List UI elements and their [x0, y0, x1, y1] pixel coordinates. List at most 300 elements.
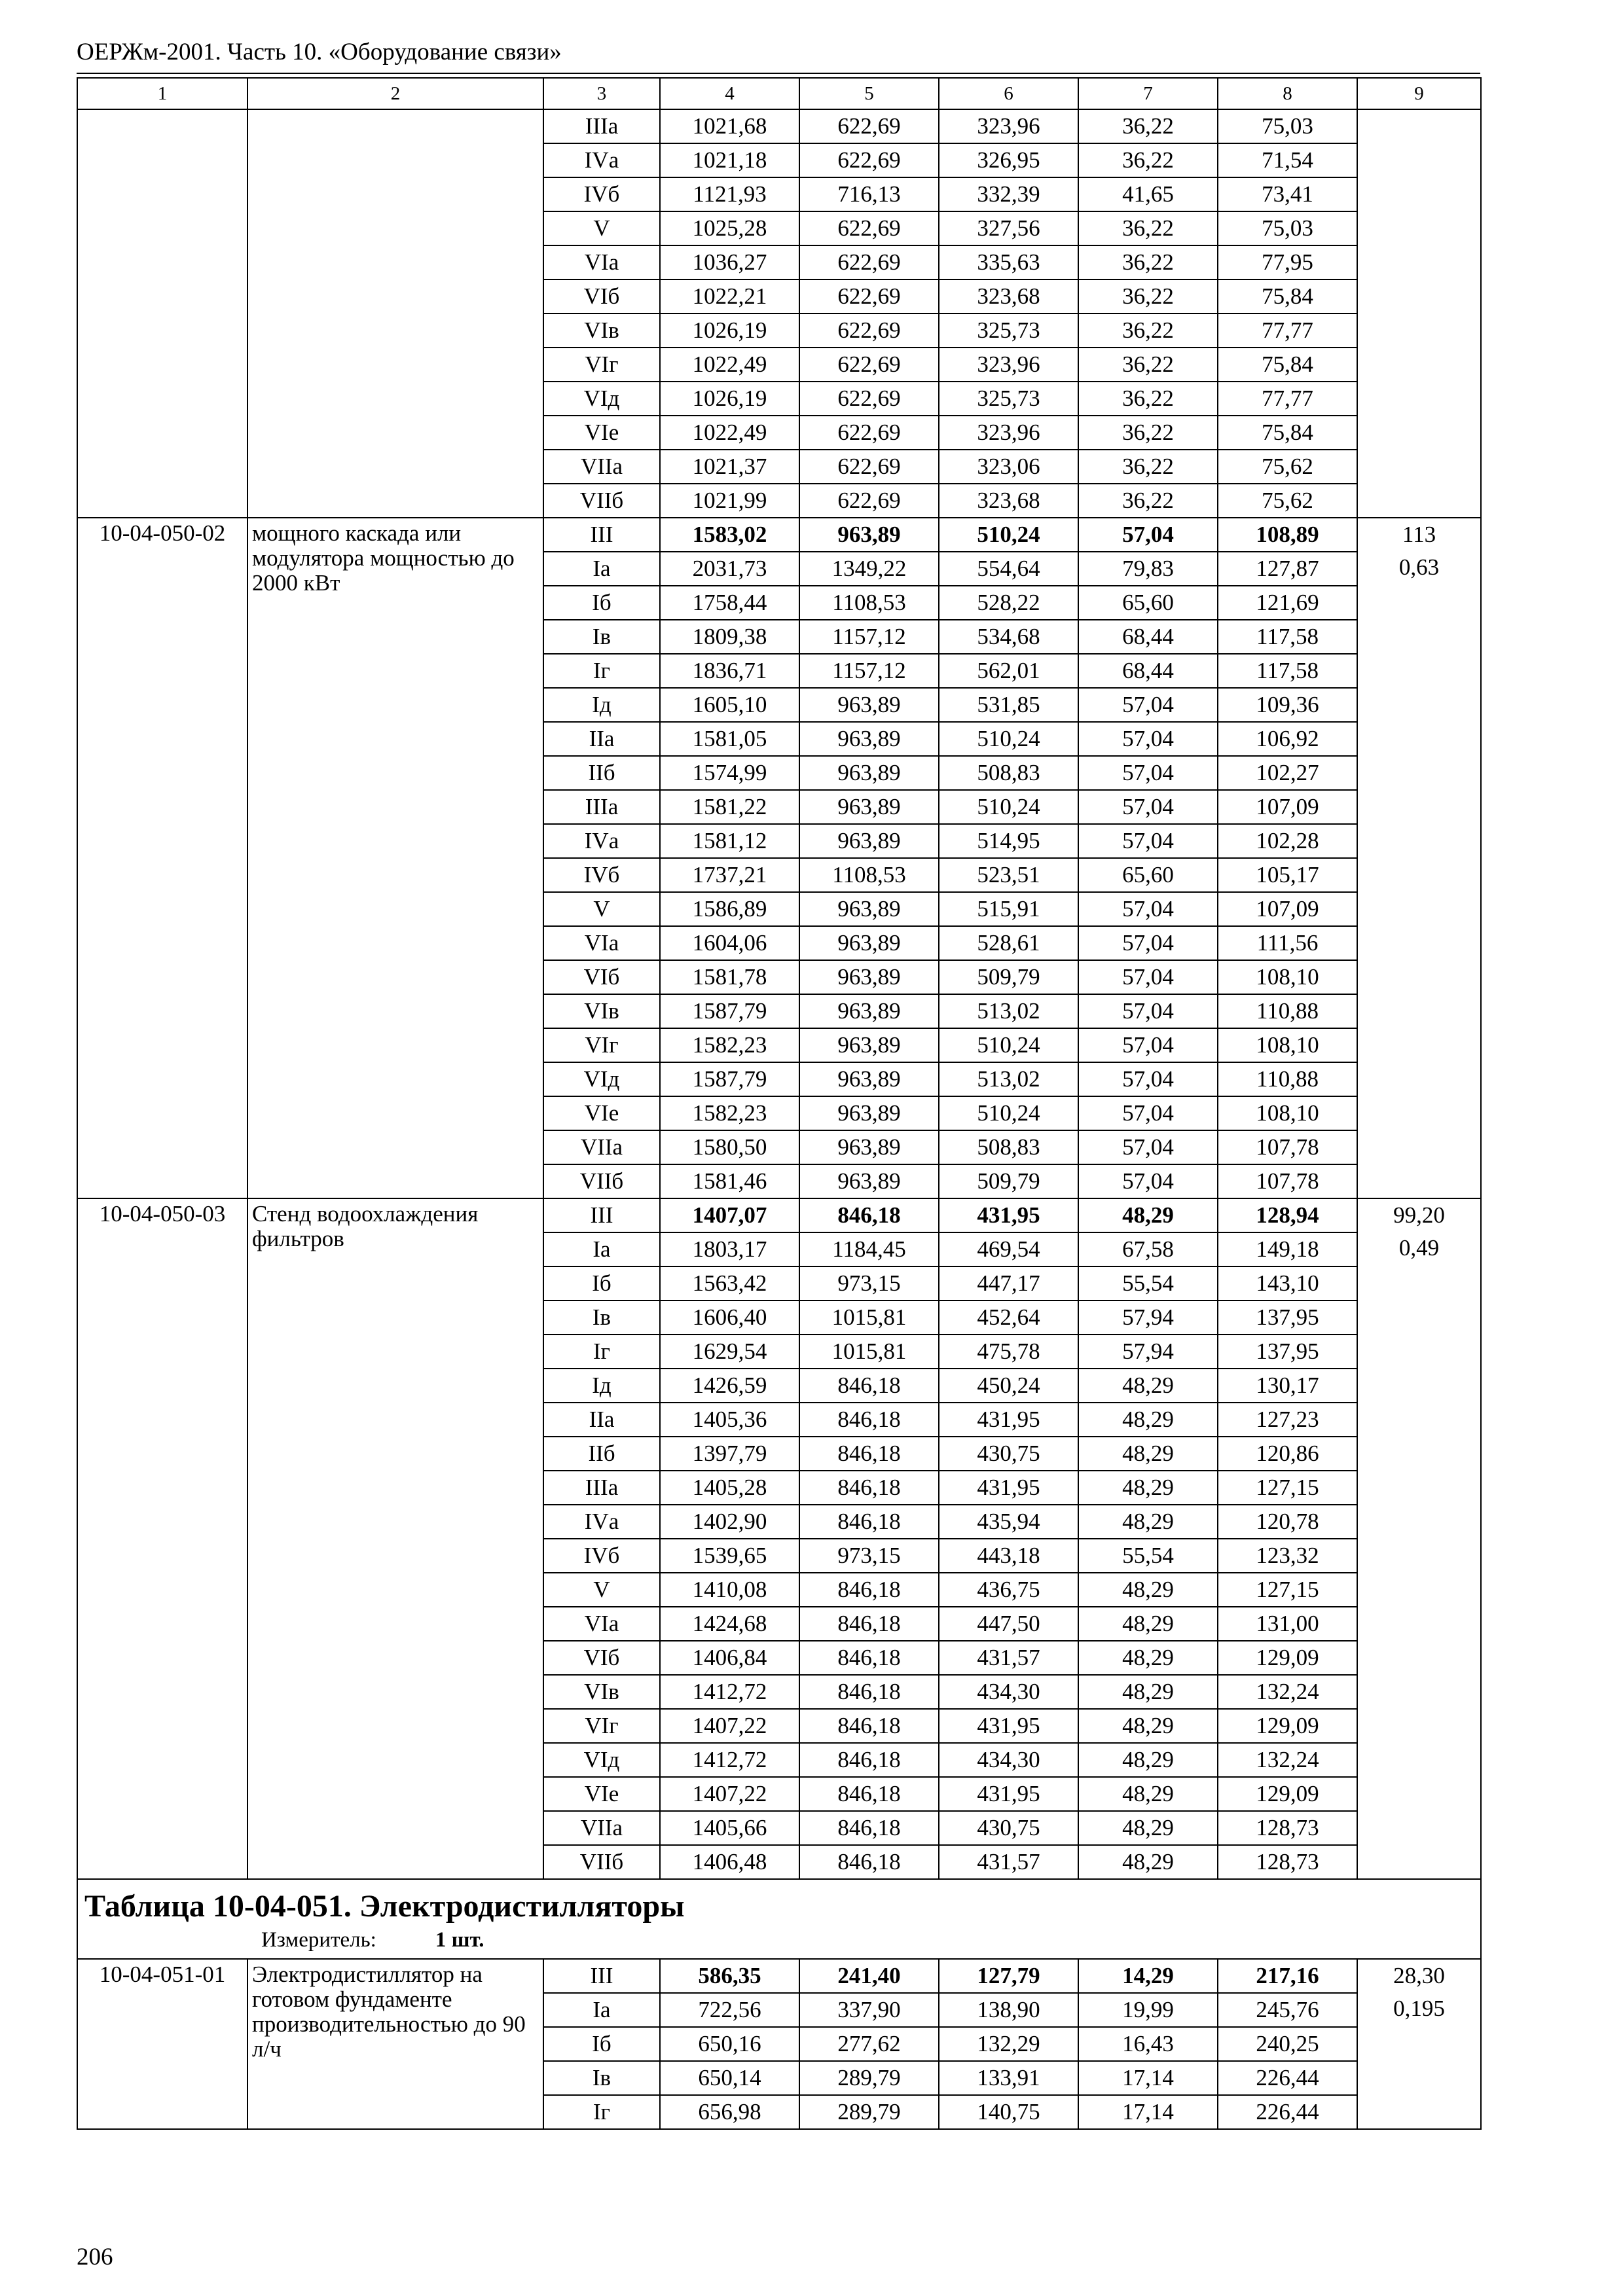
value-cell: 129,09 [1218, 1641, 1357, 1675]
value-cell: 431,95 [939, 1403, 1078, 1437]
value-cell: 1581,05 [660, 722, 799, 756]
value-cell: 510,24 [939, 722, 1078, 756]
value-cell: 57,04 [1078, 756, 1218, 790]
value-cell: 846,18 [799, 1198, 939, 1232]
zone-cell: Iг [543, 654, 660, 688]
column-number: 8 [1218, 78, 1357, 109]
zone-cell: VIIа [543, 450, 660, 484]
value-cell: 1424,68 [660, 1607, 799, 1641]
zone-cell: VIг [543, 1028, 660, 1062]
value-cell: 71,54 [1218, 143, 1357, 177]
table-row [77, 1198, 1481, 1232]
value-cell: 57,04 [1078, 926, 1218, 960]
value-cell: 1026,19 [660, 314, 799, 348]
zone-cell: IVа [543, 143, 660, 177]
value-cell: 323,68 [939, 484, 1078, 518]
col9-value: 28,30 [1393, 1963, 1445, 1988]
value-cell: 431,95 [939, 1471, 1078, 1505]
value-cell: 508,83 [939, 1130, 1078, 1164]
value-cell: 67,58 [1078, 1232, 1218, 1266]
value-cell: 133,91 [939, 2061, 1078, 2095]
value-cell: 36,22 [1078, 279, 1218, 314]
value-cell: 217,16 [1218, 1959, 1357, 1993]
value-cell: 514,95 [939, 824, 1078, 858]
value-cell: 108,10 [1218, 1028, 1357, 1062]
value-cell: 1426,59 [660, 1369, 799, 1403]
value-cell: 1121,93 [660, 177, 799, 211]
value-cell: 105,17 [1218, 858, 1357, 892]
value-cell: 107,09 [1218, 892, 1357, 926]
value-cell: 325,73 [939, 382, 1078, 416]
value-cell: 531,85 [939, 688, 1078, 722]
value-cell: 289,79 [799, 2061, 939, 2095]
zone-cell: VIб [543, 1641, 660, 1675]
column-number: 2 [247, 78, 543, 109]
value-cell: 431,57 [939, 1641, 1078, 1675]
value-cell: 123,32 [1218, 1539, 1357, 1573]
value-cell: 240,25 [1218, 2027, 1357, 2061]
value-cell: 48,29 [1078, 1743, 1218, 1777]
value-cell: 57,04 [1078, 518, 1218, 552]
value-cell: 36,22 [1078, 211, 1218, 245]
column-number: 4 [660, 78, 799, 109]
value-cell: 57,04 [1078, 1130, 1218, 1164]
value-cell: 447,17 [939, 1266, 1078, 1300]
value-cell: 110,88 [1218, 994, 1357, 1028]
value-cell: 431,57 [939, 1845, 1078, 1879]
column-number: 7 [1078, 78, 1218, 109]
value-cell: 846,18 [799, 1505, 939, 1539]
value-cell: 57,04 [1078, 824, 1218, 858]
value-cell: 622,69 [799, 245, 939, 279]
value-cell: 1184,45 [799, 1232, 939, 1266]
name-cell [247, 109, 543, 518]
zone-cell: IVб [543, 858, 660, 892]
zone-cell: VIг [543, 348, 660, 382]
value-cell: 107,09 [1218, 790, 1357, 824]
value-cell: 57,04 [1078, 722, 1218, 756]
zone-cell: VIд [543, 1062, 660, 1096]
table-row [77, 518, 1481, 552]
code-cell: 10-04-050-02 [77, 518, 247, 1198]
value-cell: 48,29 [1078, 1811, 1218, 1845]
zone-cell: Iа [543, 1993, 660, 2027]
value-cell: 963,89 [799, 994, 939, 1028]
section-title-cell [77, 1879, 1481, 1959]
value-cell: 450,24 [939, 1369, 1078, 1403]
value-cell: 1629,54 [660, 1335, 799, 1369]
value-cell: 75,03 [1218, 211, 1357, 245]
value-cell: 1402,90 [660, 1505, 799, 1539]
value-cell: 963,89 [799, 1130, 939, 1164]
zone-cell: Iв [543, 1300, 660, 1335]
value-cell: 68,44 [1078, 654, 1218, 688]
value-cell: 1406,84 [660, 1641, 799, 1675]
value-cell: 622,69 [799, 109, 939, 143]
value-cell: 323,96 [939, 348, 1078, 382]
value-cell: 1407,22 [660, 1777, 799, 1811]
value-cell: 120,86 [1218, 1437, 1357, 1471]
value-cell: 1405,66 [660, 1811, 799, 1845]
value-cell: 509,79 [939, 960, 1078, 994]
value-cell: 963,89 [799, 790, 939, 824]
value-cell: 36,22 [1078, 348, 1218, 382]
col9-value: 0,63 [1398, 554, 1440, 580]
zone-cell: VIIа [543, 1811, 660, 1845]
value-cell: 57,04 [1078, 994, 1218, 1028]
value-cell: 75,62 [1218, 484, 1357, 518]
value-cell: 1406,48 [660, 1845, 799, 1879]
value-cell: 277,62 [799, 2027, 939, 2061]
value-cell: 1587,79 [660, 994, 799, 1028]
zone-cell: IIIа [543, 1471, 660, 1505]
value-cell: 332,39 [939, 177, 1078, 211]
value-cell: 137,95 [1218, 1335, 1357, 1369]
column-number: 5 [799, 78, 939, 109]
zone-cell: IVа [543, 1505, 660, 1539]
value-cell: 515,91 [939, 892, 1078, 926]
value-cell: 149,18 [1218, 1232, 1357, 1266]
code-cell [77, 109, 247, 518]
zone-cell: Iд [543, 688, 660, 722]
value-cell: 55,54 [1078, 1266, 1218, 1300]
value-cell: 323,96 [939, 416, 1078, 450]
value-cell: 326,95 [939, 143, 1078, 177]
value-cell: 121,69 [1218, 586, 1357, 620]
value-cell: 1582,23 [660, 1096, 799, 1130]
zone-cell: VIд [543, 382, 660, 416]
value-cell: 48,29 [1078, 1403, 1218, 1437]
value-cell: 36,22 [1078, 245, 1218, 279]
value-cell: 48,29 [1078, 1777, 1218, 1811]
zone-cell: VIг [543, 1709, 660, 1743]
value-cell: 554,64 [939, 552, 1078, 586]
value-cell: 1758,44 [660, 586, 799, 620]
value-cell: 107,78 [1218, 1164, 1357, 1198]
value-cell: 57,04 [1078, 1028, 1218, 1062]
zone-cell: VIIа [543, 1130, 660, 1164]
zone-cell: V [543, 892, 660, 926]
name-cell: Стенд водоохлаждения фильтров [247, 1198, 543, 1879]
value-cell: 1583,02 [660, 518, 799, 552]
value-cell: 57,04 [1078, 688, 1218, 722]
value-cell: 41,65 [1078, 177, 1218, 211]
value-cell: 132,29 [939, 2027, 1078, 2061]
value-cell: 335,63 [939, 245, 1078, 279]
value-cell: 57,04 [1078, 790, 1218, 824]
value-cell: 431,95 [939, 1777, 1078, 1811]
value-cell: 622,69 [799, 382, 939, 416]
value-cell: 1397,79 [660, 1437, 799, 1471]
zone-cell: Iд [543, 1369, 660, 1403]
zone-cell: III [543, 1198, 660, 1232]
value-cell: 846,18 [799, 1369, 939, 1403]
value-cell: 622,69 [799, 211, 939, 245]
value-cell: 846,18 [799, 1709, 939, 1743]
value-cell: 513,02 [939, 1062, 1078, 1096]
value-cell: 963,89 [799, 1164, 939, 1198]
value-cell: 436,75 [939, 1573, 1078, 1607]
col9-cell [1357, 518, 1481, 1198]
value-cell: 327,56 [939, 211, 1078, 245]
value-cell: 36,22 [1078, 484, 1218, 518]
value-cell: 14,29 [1078, 1959, 1218, 1993]
zone-cell: IIб [543, 756, 660, 790]
value-cell: 102,27 [1218, 756, 1357, 790]
value-cell: 75,84 [1218, 348, 1357, 382]
col9-value: 113 [1402, 522, 1436, 547]
value-cell: 963,89 [799, 688, 939, 722]
value-cell: 127,87 [1218, 552, 1357, 586]
zone-cell: VIв [543, 994, 660, 1028]
value-cell: 963,89 [799, 722, 939, 756]
value-cell: 108,10 [1218, 1096, 1357, 1130]
value-cell: 226,44 [1218, 2095, 1357, 2129]
value-cell: 1586,89 [660, 892, 799, 926]
value-cell: 17,14 [1078, 2061, 1218, 2095]
value-cell: 108,10 [1218, 960, 1357, 994]
zone-cell: VIIб [543, 1845, 660, 1879]
value-cell: 622,69 [799, 450, 939, 484]
value-cell: 1021,68 [660, 109, 799, 143]
value-cell: 963,89 [799, 1028, 939, 1062]
value-cell: 79,83 [1078, 552, 1218, 586]
zone-cell: Iв [543, 620, 660, 654]
column-number: 6 [939, 78, 1078, 109]
unit-line [84, 1926, 1474, 1954]
value-cell: 36,22 [1078, 109, 1218, 143]
value-cell: 75,84 [1218, 279, 1357, 314]
value-cell: 435,94 [939, 1505, 1078, 1539]
value-cell: 48,29 [1078, 1505, 1218, 1539]
value-cell: 1836,71 [660, 654, 799, 688]
value-cell: 57,94 [1078, 1300, 1218, 1335]
value-cell: 55,54 [1078, 1539, 1218, 1573]
value-cell: 963,89 [799, 1062, 939, 1096]
value-cell: 1580,50 [660, 1130, 799, 1164]
value-cell: 430,75 [939, 1811, 1078, 1845]
column-number: 9 [1357, 78, 1481, 109]
unit-value: 1 шт. [435, 1928, 484, 1952]
value-cell: 289,79 [799, 2095, 939, 2129]
value-cell: 509,79 [939, 1164, 1078, 1198]
value-cell: 1581,12 [660, 824, 799, 858]
value-cell: 963,89 [799, 824, 939, 858]
zone-cell: III [543, 518, 660, 552]
value-cell: 19,99 [1078, 1993, 1218, 2027]
running-header: ОЕРЖм-2001. Часть 10. «Оборудование связи» [77, 39, 562, 65]
value-cell: 1026,19 [660, 382, 799, 416]
value-cell: 1587,79 [660, 1062, 799, 1096]
zone-cell: Iг [543, 1335, 660, 1369]
value-cell: 1606,40 [660, 1300, 799, 1335]
zone-cell: VIб [543, 960, 660, 994]
value-cell: 716,13 [799, 177, 939, 211]
zone-cell: VIв [543, 1675, 660, 1709]
value-cell: 57,04 [1078, 960, 1218, 994]
value-cell: 452,64 [939, 1300, 1078, 1335]
value-cell: 325,73 [939, 314, 1078, 348]
value-cell: 622,69 [799, 143, 939, 177]
col9-cell [1357, 1959, 1481, 2129]
value-cell: 132,24 [1218, 1675, 1357, 1709]
column-number: 3 [543, 78, 660, 109]
value-cell: 1022,49 [660, 416, 799, 450]
value-cell: 1022,49 [660, 348, 799, 382]
zone-cell: Iг [543, 2095, 660, 2129]
value-cell: 475,78 [939, 1335, 1078, 1369]
value-cell: 846,18 [799, 1641, 939, 1675]
value-cell: 68,44 [1078, 620, 1218, 654]
code-cell: 10-04-051-01 [77, 1959, 247, 2129]
value-cell: 846,18 [799, 1811, 939, 1845]
value-cell: 650,16 [660, 2027, 799, 2061]
value-cell: 510,24 [939, 518, 1078, 552]
value-cell: 65,60 [1078, 858, 1218, 892]
value-cell: 127,23 [1218, 1403, 1357, 1437]
value-cell: 1412,72 [660, 1675, 799, 1709]
value-cell: 117,58 [1218, 654, 1357, 688]
value-cell: 1025,28 [660, 211, 799, 245]
value-cell: 323,96 [939, 109, 1078, 143]
value-cell: 137,95 [1218, 1300, 1357, 1335]
value-cell: 1563,42 [660, 1266, 799, 1300]
value-cell: 48,29 [1078, 1471, 1218, 1505]
value-cell: 1036,27 [660, 245, 799, 279]
value-cell: 138,90 [939, 1993, 1078, 2027]
value-cell: 48,29 [1078, 1641, 1218, 1675]
value-cell: 323,68 [939, 279, 1078, 314]
value-cell: 722,56 [660, 1993, 799, 2027]
column-number-row [77, 78, 1481, 109]
value-cell: 48,29 [1078, 1845, 1218, 1879]
value-cell: 1407,22 [660, 1709, 799, 1743]
value-cell: 434,30 [939, 1743, 1078, 1777]
value-cell: 131,00 [1218, 1607, 1357, 1641]
zone-cell: IIб [543, 1437, 660, 1471]
value-cell: 430,75 [939, 1437, 1078, 1471]
zone-cell: Iб [543, 2027, 660, 2061]
zone-cell: VIа [543, 245, 660, 279]
value-cell: 36,22 [1078, 416, 1218, 450]
value-cell: 110,88 [1218, 1062, 1357, 1096]
zone-cell: Iа [543, 552, 660, 586]
value-cell: 111,56 [1218, 926, 1357, 960]
value-cell: 963,89 [799, 892, 939, 926]
zone-cell: IIа [543, 1403, 660, 1437]
zone-cell: Iб [543, 1266, 660, 1300]
value-cell: 107,78 [1218, 1130, 1357, 1164]
value-cell: 1021,37 [660, 450, 799, 484]
value-cell: 337,90 [799, 1993, 939, 2027]
value-cell: 650,14 [660, 2061, 799, 2095]
value-cell: 528,61 [939, 926, 1078, 960]
value-cell: 120,78 [1218, 1505, 1357, 1539]
value-cell: 36,22 [1078, 314, 1218, 348]
value-cell: 1605,10 [660, 688, 799, 722]
value-cell: 57,04 [1078, 1096, 1218, 1130]
value-cell: 443,18 [939, 1539, 1078, 1573]
value-cell: 963,89 [799, 926, 939, 960]
value-cell: 36,22 [1078, 450, 1218, 484]
value-cell: 48,29 [1078, 1437, 1218, 1471]
value-cell: 447,50 [939, 1607, 1078, 1641]
value-cell: 241,40 [799, 1959, 939, 1993]
column-number: 1 [77, 78, 247, 109]
value-cell: 622,69 [799, 279, 939, 314]
zone-cell: IIа [543, 722, 660, 756]
value-cell: 846,18 [799, 1403, 939, 1437]
value-cell: 973,15 [799, 1266, 939, 1300]
value-cell: 102,28 [1218, 824, 1357, 858]
value-cell: 963,89 [799, 518, 939, 552]
header-divider [77, 73, 1480, 74]
value-cell: 513,02 [939, 994, 1078, 1028]
value-cell: 77,95 [1218, 245, 1357, 279]
value-cell: 57,04 [1078, 1062, 1218, 1096]
value-cell: 132,24 [1218, 1743, 1357, 1777]
value-cell: 245,76 [1218, 1993, 1357, 2027]
section-title-row [77, 1879, 1481, 1959]
value-cell: 140,75 [939, 2095, 1078, 2129]
zone-cell: IIIа [543, 109, 660, 143]
value-cell: 75,03 [1218, 109, 1357, 143]
value-cell: 1412,72 [660, 1743, 799, 1777]
value-cell: 48,29 [1078, 1198, 1218, 1232]
value-cell: 508,83 [939, 756, 1078, 790]
page-number: 206 [77, 2244, 113, 2270]
value-cell: 1405,28 [660, 1471, 799, 1505]
value-cell: 1407,07 [660, 1198, 799, 1232]
value-cell: 1574,99 [660, 756, 799, 790]
value-cell: 48,29 [1078, 1709, 1218, 1743]
value-cell: 129,09 [1218, 1709, 1357, 1743]
zone-cell: VIв [543, 314, 660, 348]
value-cell: 128,73 [1218, 1845, 1357, 1879]
value-cell: 973,15 [799, 1539, 939, 1573]
value-cell: 1021,18 [660, 143, 799, 177]
zone-cell: VIе [543, 1777, 660, 1811]
value-cell: 1157,12 [799, 620, 939, 654]
value-cell: 846,18 [799, 1743, 939, 1777]
value-cell: 1803,17 [660, 1232, 799, 1266]
code-cell: 10-04-050-03 [77, 1198, 247, 1879]
value-cell: 562,01 [939, 654, 1078, 688]
zone-cell: VIа [543, 926, 660, 960]
value-cell: 127,15 [1218, 1573, 1357, 1607]
value-cell: 48,29 [1078, 1675, 1218, 1709]
value-cell: 75,62 [1218, 450, 1357, 484]
value-cell: 846,18 [799, 1845, 939, 1879]
name-cell: мощного каскада или модулятора мощностью до 2000 кВт [247, 518, 543, 1198]
value-cell: 77,77 [1218, 382, 1357, 416]
value-cell: 1737,21 [660, 858, 799, 892]
zone-cell: VIд [543, 1743, 660, 1777]
value-cell: 510,24 [939, 1028, 1078, 1062]
value-cell: 1410,08 [660, 1573, 799, 1607]
value-cell: 1108,53 [799, 858, 939, 892]
value-cell: 48,29 [1078, 1607, 1218, 1641]
value-cell: 846,18 [799, 1573, 939, 1607]
value-cell: 143,10 [1218, 1266, 1357, 1300]
value-cell: 323,06 [939, 450, 1078, 484]
value-cell: 16,43 [1078, 2027, 1218, 2061]
value-cell: 117,58 [1218, 620, 1357, 654]
value-cell: 622,69 [799, 416, 939, 450]
value-cell: 1581,22 [660, 790, 799, 824]
zone-cell: VIб [543, 279, 660, 314]
value-cell: 36,22 [1078, 143, 1218, 177]
